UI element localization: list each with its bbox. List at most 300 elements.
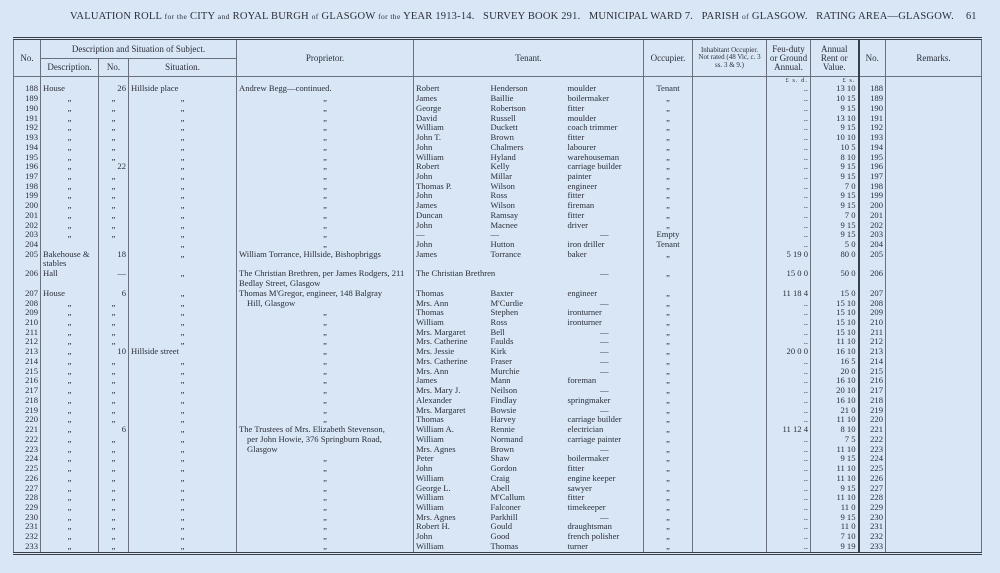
occupier: „ [644,114,693,124]
rent-units: £ s. [811,77,859,85]
situation: „ [129,240,237,250]
title-text: PARISH [701,11,740,22]
row-number-right: 217 [859,386,886,396]
tenant-first-name: The Christian Brethren [414,269,566,288]
house-number: „ [99,445,129,455]
inhabitant-occupier [693,123,767,133]
occupier: „ [644,454,693,464]
tenant-occupation: ironturner [566,318,644,328]
situation: „ [129,522,237,532]
situation: „ [129,250,237,269]
row-number: 230 [14,513,41,523]
inhabitant-occupier [693,299,767,309]
tenant-surname: Harvey [490,415,516,425]
proprietor: „ [237,318,414,328]
tenant-first-name: Mrs. Agnes [414,513,489,523]
tenant-occupation: boilermaker [566,454,644,464]
annual-rent: 5 0 [811,240,859,250]
description: „ [41,396,99,406]
house-number: „ [99,376,129,386]
row-number: 194 [14,143,41,153]
inhabitant-occupier [693,289,767,299]
annual-rent: 10 10 [811,133,859,143]
house-number: „ [99,415,129,425]
inhabitant-occupier [693,474,767,484]
situation: „ [129,484,237,494]
tenant-first-name: John [414,464,489,474]
proprietor: „ [237,474,414,484]
description: „ [41,123,99,133]
table-row [14,445,982,455]
table-row [14,230,982,240]
row-number: 220 [14,415,41,425]
remarks [886,367,982,377]
remarks [886,133,982,143]
inhabitant-occupier [693,133,767,143]
situation: „ [129,269,237,288]
remarks [886,454,982,464]
row-number: 189 [14,94,41,104]
remarks [886,250,982,269]
proprietor: „ [237,522,414,532]
tenant-occupation: boilermaker [566,94,644,104]
row-number: 204 [14,240,41,250]
feu-duty: .. [767,406,811,416]
situation: „ [129,211,237,221]
remarks [886,104,982,114]
occupier: „ [644,172,693,182]
situation: „ [129,435,237,445]
tenant-first-name: James [414,201,489,211]
inhabitant-occupier [693,435,767,445]
inhabitant-occupier [693,221,767,231]
row-number: 225 [14,464,41,474]
row-number: 226 [14,474,41,484]
row-number: 201 [14,211,41,221]
row-number: 203 [14,230,41,240]
feu-duty: .. [767,230,811,240]
annual-rent: 11 10 [811,445,859,455]
remarks [886,201,982,211]
house-number: „ [99,104,129,114]
row-number-right: 225 [859,464,886,474]
tenant-surname: Murchie [490,366,520,376]
title-text: GLASGOW. [751,11,808,22]
inhabitant-occupier [693,94,767,104]
row-number-right: 189 [859,94,886,104]
situation: „ [129,367,237,377]
title-text: GLASGOW [321,11,376,22]
inhabitant-occupier [693,308,767,318]
row-number-right: 200 [859,201,886,211]
remarks [886,337,982,347]
occupier: „ [644,133,693,143]
proprietor: „ [237,133,414,143]
description: „ [41,484,99,494]
row-number: 229 [14,503,41,513]
description: „ [41,503,99,513]
description: House [41,84,99,94]
description: „ [41,376,99,386]
tenant-occupation: carriage builder [566,162,644,172]
tenant-occupation: engineer [566,289,644,299]
row-number-right: 220 [859,415,886,425]
inhabitant-occupier [693,201,767,211]
row-number-right: 203 [859,230,886,240]
row-number: 195 [14,153,41,163]
tenant-first-name: Mrs. Catherine [414,337,489,347]
row-number-right: 211 [859,328,886,338]
row-number: 198 [14,182,41,192]
feu-duty: .. [767,454,811,464]
row-number-right: 216 [859,376,886,386]
tenant-first-name: John T. [414,133,489,143]
proprietor: „ [237,201,414,211]
occupier: „ [644,435,693,445]
title-text: CITY [190,11,215,22]
situation: „ [129,415,237,425]
proprietor: „ [237,308,414,318]
col-description: Description. [41,59,99,77]
table-row [14,376,982,386]
feu-duty: .. [767,542,811,552]
row-number: 232 [14,532,41,542]
tenant-surname: Bowsie [490,405,517,415]
title-text: for the [378,12,401,21]
table-row [14,289,982,299]
inhabitant-occupier [693,386,767,396]
proprietor: „ [237,211,414,221]
house-number: „ [99,299,129,309]
inhabitant-occupier [693,454,767,464]
situation: „ [129,162,237,172]
annual-rent: 15 10 [811,308,859,318]
tenant-first-name: John [414,143,489,153]
tenant-occupation: fitter [566,133,644,143]
col-occupier: Occupier. [644,39,693,77]
inhabitant-occupier [693,376,767,386]
table-row [14,269,982,288]
tenant-surname: Hutton [490,240,515,250]
tenant-surname: Henderson [490,84,528,94]
proprietor: „ [237,153,414,163]
house-number: „ [99,114,129,124]
remarks [886,308,982,318]
tenant-surname: Kirk [490,347,507,357]
situation: „ [129,386,237,396]
table-row [14,133,982,143]
feu-duty: .. [767,94,811,104]
occupier: „ [644,289,693,299]
row-number: 210 [14,318,41,328]
situation: „ [129,357,237,367]
proprietor: „ [237,454,414,464]
title-text: YEAR 1913-14. [403,11,475,22]
occupier: „ [644,522,693,532]
annual-rent: 20 10 [811,386,859,396]
house-number: „ [99,94,129,104]
tenant-surname: Hyland [490,152,516,162]
row-number: 221 [14,425,41,435]
table-row [14,396,982,406]
row-number: 215 [14,367,41,377]
house-number: „ [99,542,129,552]
title-text: ROYAL BURGH [232,11,309,22]
proprietor: „ [237,230,414,240]
tenant-first-name: Alexander [414,396,489,406]
proprietor: „ [237,191,414,201]
tenant-occupation: — [566,328,644,338]
row-number: 217 [14,386,41,396]
inhabitant-occupier [693,153,767,163]
inhabitant-occupier [693,522,767,532]
occupier: „ [644,445,693,455]
remarks [886,484,982,494]
description: Hall [41,269,99,288]
proprietor: The Trustees of Mrs. Elizabeth Stevenson, [237,425,414,435]
title-text: of [742,12,750,21]
occupier: „ [644,123,693,133]
table-row [14,367,982,377]
row-number: 188 [14,84,41,94]
occupier: „ [644,250,693,269]
situation: „ [129,172,237,182]
feu-duty: .. [767,435,811,445]
situation: „ [129,133,237,143]
row-number: 218 [14,396,41,406]
feu-duty: .. [767,386,811,396]
house-number: „ [99,201,129,211]
inhabitant-occupier [693,143,767,153]
row-number: 206 [14,269,41,288]
row-number-right: 190 [859,104,886,114]
row-number-right: 219 [859,406,886,416]
situation: „ [129,337,237,347]
remarks [886,211,982,221]
annual-rent: 11 10 [811,493,859,503]
table-row [14,464,982,474]
description: „ [41,191,99,201]
row-number-right: 210 [859,318,886,328]
tenant-occupation: springmaker [566,396,644,406]
situation: „ [129,464,237,474]
table-row [14,406,982,416]
occupier: „ [644,94,693,104]
row-number-right: 195 [859,153,886,163]
description: „ [41,318,99,328]
remarks [886,240,982,250]
row-number-right: 206 [859,269,886,288]
house-number: „ [99,503,129,513]
house-number: „ [99,308,129,318]
description: „ [41,445,99,455]
feu-duty: .. [767,114,811,124]
tenant-first-name: James [414,94,489,104]
occupier: „ [644,162,693,172]
row-number: 213 [14,347,41,357]
row-number: 224 [14,454,41,464]
tenant-first-name: William [414,493,489,503]
house-number: „ [99,464,129,474]
title-text: VALUATION ROLL [70,11,162,22]
feu-duty: .. [767,484,811,494]
title-text: of [311,12,319,21]
description: „ [41,211,99,221]
row-number-right: 208 [859,299,886,309]
annual-rent: 9 15 [811,513,859,523]
annual-rent: 13 10 [811,84,859,94]
annual-rent: 16 10 [811,396,859,406]
feu-duty: 20 0 0 [767,347,811,357]
house-number: „ [99,522,129,532]
tenant-occupation: french polisher [566,532,644,542]
annual-rent: 9 15 [811,454,859,464]
tenant-occupation: ironturner [566,308,644,318]
row-number: 209 [14,308,41,318]
row-number-right: 192 [859,123,886,133]
situation: „ [129,376,237,386]
house-number: „ [99,230,129,240]
proprietor: „ [237,114,414,124]
annual-rent: 13 10 [811,114,859,124]
tenant-surname: Rennie [490,425,515,435]
occupier: „ [644,337,693,347]
tenant-occupation: — [566,406,644,416]
house-number: „ [99,211,129,221]
page-number: 61 [966,11,977,22]
house-number: „ [99,484,129,494]
inhabitant-occupier [693,211,767,221]
remarks [886,503,982,513]
situation: „ [129,328,237,338]
row-number-right: 212 [859,337,886,347]
occupier: „ [644,328,693,338]
tenant-surname: Good [490,532,510,542]
inhabitant-occupier [693,250,767,269]
tenant-surname: Neilson [490,386,518,396]
remarks [886,230,982,240]
row-number-right: 229 [859,503,886,513]
tenant-first-name: Mrs. Margaret [414,328,489,338]
tenant-first-name: William [414,318,489,328]
occupier: „ [644,367,693,377]
row-number-right: 201 [859,211,886,221]
proprietor: „ [237,484,414,494]
house-number: „ [99,406,129,416]
description: „ [41,532,99,542]
inhabitant-occupier [693,532,767,542]
inhabitant-occupier [693,191,767,201]
table-row [14,191,982,201]
annual-rent: 9 15 [811,191,859,201]
tenant-first-name: Robert [414,84,489,94]
description: „ [41,386,99,396]
row-number-right: 199 [859,191,886,201]
inhabitant-occupier [693,406,767,416]
remarks [886,396,982,406]
situation: „ [129,474,237,484]
situation: „ [129,289,237,299]
row-number-right: 191 [859,114,886,124]
annual-rent: 10 5 [811,143,859,153]
feu-duty: .. [767,493,811,503]
tenant-occupation: — [566,230,644,240]
col-number: No. [99,59,129,77]
house-number: „ [99,143,129,153]
inhabitant-occupier [693,425,767,435]
tenant-surname: Ross [490,191,508,201]
occupier: „ [644,153,693,163]
proprietor: William Torrance, Hillside, Bishopbriggs [237,250,414,269]
tenant-occupation: engineer [566,182,644,192]
annual-rent: 9 15 [811,484,859,494]
annual-rent: 9 15 [811,172,859,182]
tenant-surname: Fraser [490,356,512,366]
row-number-right: 222 [859,435,886,445]
tenant-first-name: William [414,503,489,513]
table-row [14,250,982,269]
inhabitant-occupier [693,347,767,357]
feu-duty: .. [767,367,811,377]
tenant-occupation: — [566,367,644,377]
survey-book: SURVEY BOOK 291. [483,11,581,22]
tenant-surname: Macnee [490,220,518,230]
table-row [14,308,982,318]
proprietor: „ [237,503,414,513]
remarks [886,123,982,133]
annual-rent: 11 0 [811,522,859,532]
row-number: 228 [14,493,41,503]
situation: „ [129,406,237,416]
row-number-right: 198 [859,182,886,192]
tenant-surname: Bell [490,327,505,337]
proprietor: „ [237,464,414,474]
tenant-first-name: Thomas [414,308,489,318]
description: „ [41,153,99,163]
remarks [886,182,982,192]
table-row [14,114,982,124]
table-row [14,143,982,153]
proprietor: „ [237,357,414,367]
col-tenant: Tenant. [414,39,644,77]
col-no-right: No. [859,39,886,77]
feu-duty: .. [767,143,811,153]
feu-duty: 11 18 4 [767,289,811,299]
table-row [14,513,982,523]
tenant-first-name: Thomas [414,289,489,299]
description: „ [41,182,99,192]
proprietor: „ [237,337,414,347]
tenant-first-name: Mrs. Jessie [414,347,489,357]
table-row [14,84,982,94]
house-number: „ [99,532,129,542]
tenant-first-name: William A. [414,425,489,435]
occupier: Empty [644,230,693,240]
table-row [14,484,982,494]
tenant-surname: Falconer [490,502,521,512]
feu-duty: .. [767,464,811,474]
situation: „ [129,299,237,309]
table-row [14,104,982,114]
row-number: 205 [14,250,41,269]
tenant-occupation: labourer [566,143,644,153]
tenant-first-name: William [414,542,489,552]
proprietor: „ [237,493,414,503]
row-number: 222 [14,435,41,445]
occupier: „ [644,201,693,211]
tenant-occupation: fitter [566,493,644,503]
remarks [886,532,982,542]
